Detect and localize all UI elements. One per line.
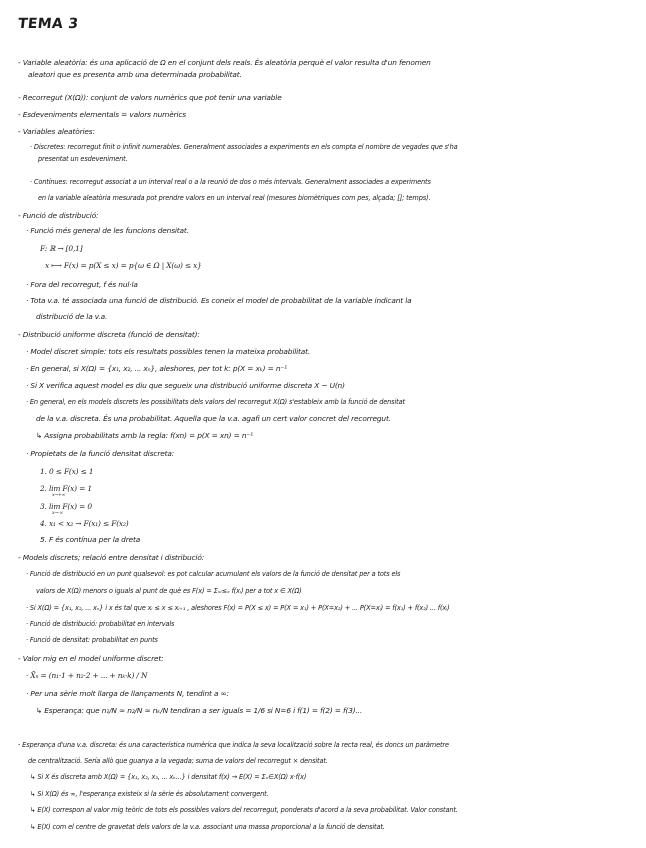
line-11: · Funció més general de les funcions densitat. <box>26 226 189 235</box>
line-42: - Esperança d'una v.a. discreta: és una característica numèrica que indica la seva localització sobre la recta real, és doncs un paràmetre <box>18 741 449 749</box>
line-17: - Distribució uniforme discreta (funció de densitat): <box>18 330 200 339</box>
line-30: 4. x₁ < x₂ → F(x₁) ≤ F(x₂) <box>40 519 129 528</box>
line-34: valors de X(Ω) menors o iguals al punt de què es F(x) = Σₓᵢ≤ₓ f(xᵢ) per a tot x ∈ X(Ω) <box>36 587 302 595</box>
line-27: x→+∞ <box>52 493 66 498</box>
line-13: x ⟼ F(x) = p(X ≤ x) = p{ω ∈ Ω | X(ω) ≤ x} <box>45 261 202 270</box>
line-26: 2. lim F(x) = 1 <box>40 484 92 493</box>
line-3: - Recorregut (X(Ω)): conjunt de valors numèrics que pot tenir una variable <box>18 93 282 102</box>
page-title: TEMA 3 <box>17 16 80 32</box>
line-15: · Tota v.a. té associada una funció de distribució. Es coneix el model de probabilitat de la variable indicant la <box>26 296 412 305</box>
line-40: · Per una sèrie molt llarga de llançaments N, tendint a ∞: <box>26 689 229 698</box>
line-16: distribució de la v.a. <box>36 312 108 321</box>
line-19: · En general, si X(Ω) = {x₁, x₂, ... xₙ}, aleshores, per tot k: p(X = xₖ) = n⁻¹ <box>26 364 287 373</box>
line-10: - Funció de distribució: <box>18 211 99 220</box>
line-7: presentat un esdeveniment. <box>38 155 128 163</box>
line-6: · Discretes: recorregut finit o infinit numerables. Generalment associades a experiments en els compta el nombre de vegades que s'ha <box>30 143 458 151</box>
line-12: F: ℝ → [0,1] <box>40 244 83 253</box>
line-9: en la variable aleatòria mesurada pot prendre valors en un interval real (mesures biomètriques com pes, alçada; []; temps). <box>38 194 431 202</box>
line-1: - Variable aleatòria: és una aplicació de Ω en el conjunt dels reals. És aleatòria perquè el valor resulta d'un fenomen <box>18 58 431 67</box>
line-39: · X̄ₙ = (n₁·1 + n₂·2 + ... + nₖ·k) / N <box>26 671 148 680</box>
line-33: · Funció de distribució en un punt qualsevol: es pot calcular acumulant els valors de la funció de densitat per a tots els <box>26 570 401 578</box>
line-41: ↳ Esperança: que n₁/N ≈ n₂/N ≈ nₖ/N tendiran a ser iguals = 1/6 si N=6 i f(1) = f(2) = f(3)... <box>36 706 363 715</box>
line-32: - Models discrets; relació entre densitat i distribució: <box>18 553 205 562</box>
line-4: - Esdeveniments elementals = valors numèrics <box>18 110 186 119</box>
line-24: · Propietats de la funció densitat discreta: <box>26 449 175 458</box>
line-23: ↳ Assigna probabilitats amb la regla: f(xn) = p(X = xn) = n⁻¹ <box>36 431 253 440</box>
line-38: - Valor mig en el model uniforme discret: <box>18 654 164 663</box>
line-21: · En general, en els models discrets les possibilitats dels valors del recorregut X(Ω) s'estableix amb la funció de densitat <box>26 398 405 406</box>
line-22: de la v.a. discreta. És una probabilitat. Aquella que la v.a. agafi un cert valor concret del recorregut. <box>36 414 391 423</box>
line-14: · Fora del recorregut, f és nul·la <box>26 280 138 289</box>
line-5: - Variables aleatòries: <box>18 127 95 136</box>
line-44: ↳ Si X és discreta amb X(Ω) = {x₁, x₂, x₃, ... xₖ...} i densitat f(x) → E(X) = Σₓ∈X(Ω) x·f(x) <box>30 773 307 781</box>
line-37: · Funció de densitat: probabilitat en punts <box>26 636 158 644</box>
line-20: · Si X verifica aquest model es diu que segueix una distribució uniforme discreta X ~ U(n) <box>26 381 345 390</box>
line-43: de centralització. Sería allò que guanya a la vegada; suma de valors del recorregut × densitat. <box>28 757 328 765</box>
line-35: · Si X(Ω) = {x₁, x₂, ... xₙ} i x és tal que xᵢ ≤ x ≤ xᵢ₊₁ , aleshores F(x) = P(X ≤ x) = P(X = x₁) + P(X=x₂) + ... P(X=xᵢ) = f(x₁) + f(x₂) ... f(xᵢ) <box>26 604 450 612</box>
line-31: 5. F és contínua per la dreta <box>40 535 141 544</box>
line-47: ↳ E(X) com el centre de gravetat dels valors de la v.a. associant una massa proporcional a la funció de densitat. <box>30 823 385 831</box>
line-36: · Funció de distribució: probabilitat en intervals <box>26 620 175 628</box>
line-2: aleatori que es presenta amb una determinada probabilitat. <box>28 70 242 79</box>
line-8: · Contínues: recorregut associat a un interval real o a la reunió de dos o més intervals. Generalment associades a experiments <box>30 178 431 186</box>
line-29: x→-∞ <box>52 511 63 516</box>
line-46: ↳ E(X) correspon al valor mig teòric de tots els possibles valors del recorregut, ponderats d'acord a la seva probabilitat. Valor constant. <box>30 806 458 814</box>
line-45: ↳ Si X(Ω) és ∞, l'esperança existeix si la sèrie és absolutament convergent. <box>30 790 269 798</box>
line-18: · Model discret simple: tots els resultats possibles tenen la mateixa probabilitat. <box>26 347 311 356</box>
line-28: 3. lim F(x) = 0 <box>40 502 92 511</box>
line-25: 1. 0 ≤ F(x) ≤ 1 <box>40 467 94 476</box>
